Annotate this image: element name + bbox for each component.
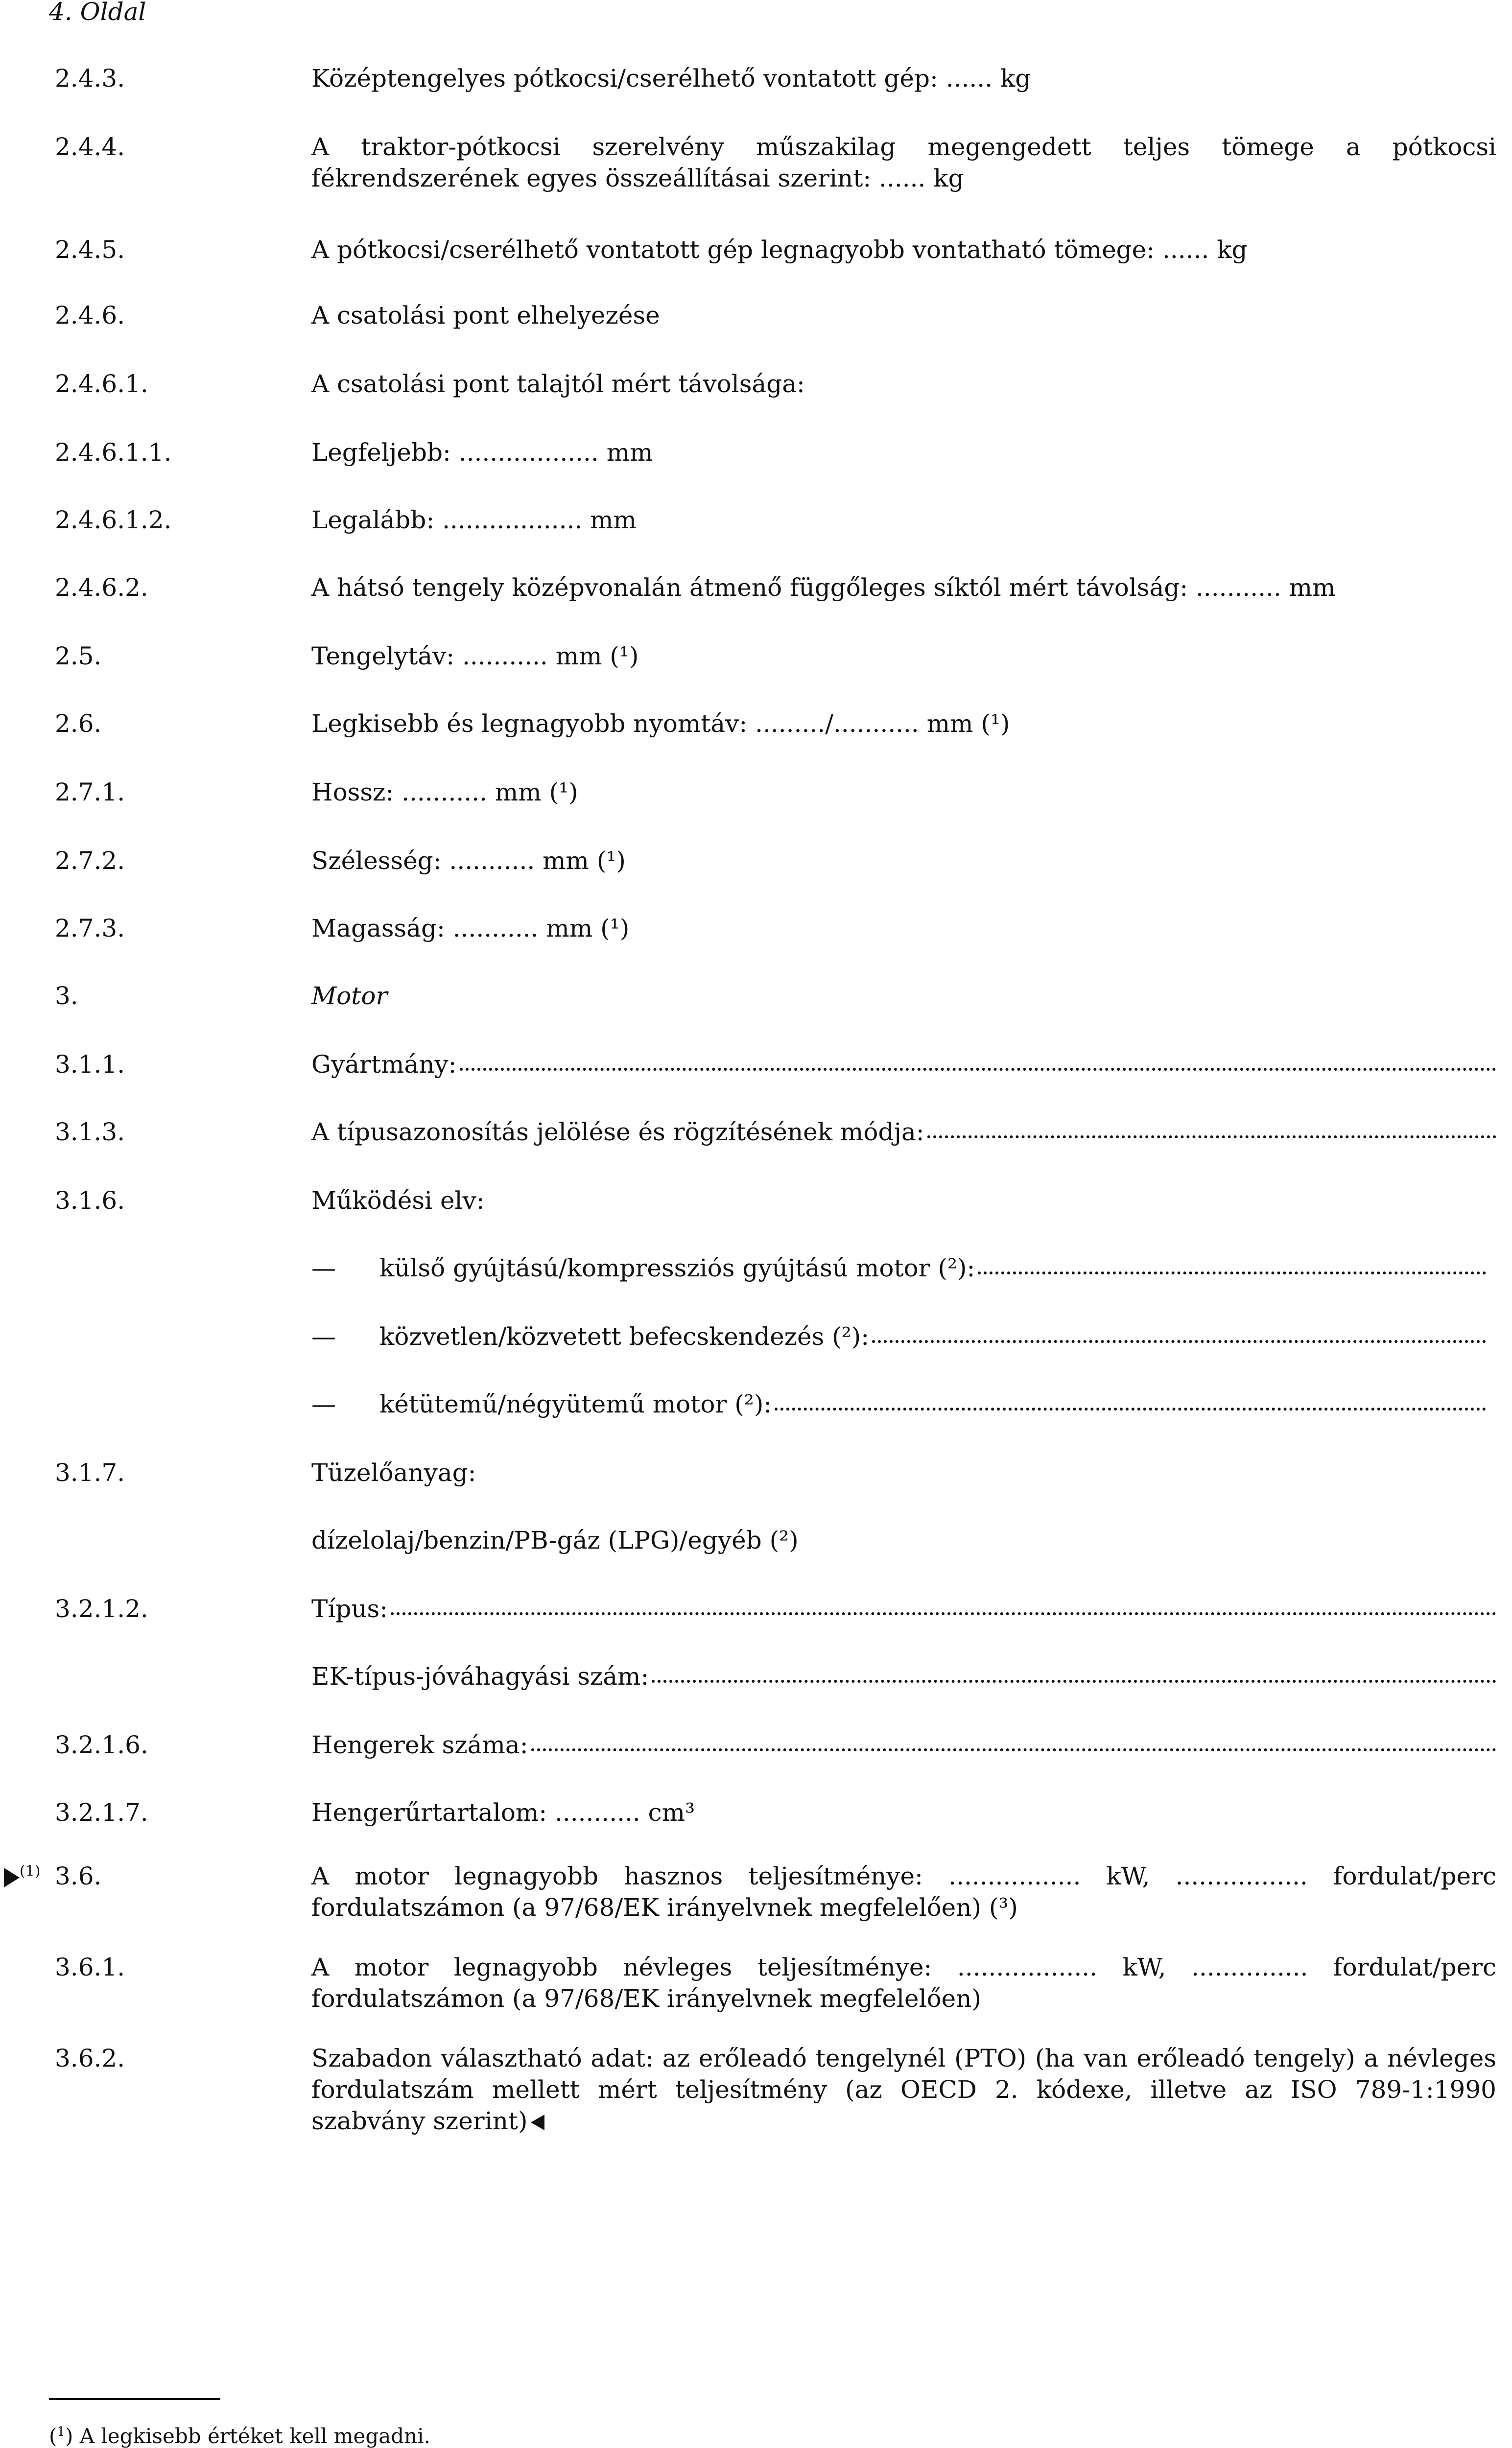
item-number: 3.6. — [55, 1862, 102, 1890]
dotted-fill-line — [652, 1675, 1496, 1683]
item-text: Működési elv: — [311, 1186, 485, 1215]
item-number: 3. — [55, 982, 78, 1010]
item-number: 2.7.2. — [55, 847, 125, 875]
item-text: A motor legnagyobb hasznos teljesítménye: ................. kW, ................. fordulat/perc fordulatszámon (a 97/68/EK irányelvnek megfelelően) (³) — [311, 1862, 1496, 1922]
item-text: A traktor-pótkocsi szerelvény műszakilag megengedett teljes tömege a pótkocsi fékrendszerének egyes összeállításai szerint: ...... kg — [311, 133, 1496, 192]
dash-bullet: — — [311, 1390, 336, 1418]
field-label: Gyártmány: — [311, 1050, 457, 1079]
item-number: 3.6.2. — [55, 2044, 125, 2072]
item-text: Legkisebb és legnagyobb nyomtáv: ........./........... mm (¹) — [311, 709, 1010, 738]
field-label: külső gyújtású/kompressziós gyújtású motor (²): — [379, 1254, 975, 1282]
item-text — [311, 1049, 1496, 1080]
item-number: 2.4.6. — [55, 301, 125, 330]
item-text — [311, 2043, 1496, 2137]
dotted-fill-line — [872, 1335, 1486, 1343]
item-number: 3.2.1.2. — [55, 1595, 148, 1623]
item-text — [379, 1389, 1486, 1420]
amendment-marker — [4, 1860, 41, 1892]
item-text: Tengelytáv: ........... mm (¹) — [311, 642, 639, 670]
item-text: A hátsó tengely középvonalán átmenő függőleges síktól mért távolság: ........... mm — [311, 573, 1336, 602]
item-text: A motor legnagyobb névleges teljesítménye: .................. kW, ............... fordulat/perc fordulatszámon (a 97/68/EK irányelvnek megfelelően) — [311, 1953, 1496, 2013]
footnote: ($^1$) A legkisebb értéket kell megadni. — [49, 2424, 431, 2448]
item-text: Hengerűrtartalom: ........... cm³ — [311, 1798, 695, 1827]
dotted-fill-line — [531, 1743, 1496, 1751]
item-text: Legfeljebb: .................. mm — [311, 438, 653, 467]
item-text: dízelolaj/benzin/PB-gáz (LPG)/egyéb (²) — [311, 1526, 799, 1554]
item-number: 2.5. — [55, 642, 102, 670]
item-number: 2.7.1. — [55, 778, 125, 806]
dotted-fill-line — [927, 1130, 1496, 1138]
field-label: A típusazonosítás jelölése és rögzítésének módja: — [311, 1118, 924, 1146]
triangle-left-icon — [531, 2115, 544, 2130]
dotted-fill-line — [460, 1063, 1496, 1071]
item-text: Legalább: .................. mm — [311, 506, 637, 534]
item-number: 2.4.6.1.1. — [55, 438, 172, 467]
page-label: 4. Oldal — [49, 0, 146, 26]
item-number: 2.4.4. — [55, 133, 125, 161]
field-label: EK-típus-jóváhagyási szám: — [311, 1662, 649, 1691]
item-text — [311, 1729, 1496, 1761]
item-number: 3.6.1. — [55, 1953, 125, 1981]
dash-bullet: — — [311, 1254, 336, 1282]
item-number: 3.1.1. — [55, 1050, 125, 1079]
item-number: 2.4.5. — [55, 235, 125, 264]
item-text — [379, 1321, 1486, 1352]
item-text: A csatolási pont talajtól mért távolsága: — [311, 370, 805, 398]
item-text: Tüzelőanyag: — [311, 1459, 476, 1487]
item-text: Magasság: ........... mm (¹) — [311, 914, 630, 942]
item-text: A pótkocsi/cserélhető vontatott gép legnagyobb vontatható tömege: ...... kg — [311, 235, 1248, 264]
triangle-right-icon — [4, 1868, 20, 1887]
item-text: Szélesség: ........... mm (¹) — [311, 847, 626, 875]
amendment-number: (1) — [20, 1862, 41, 1880]
field-label: Hengerek száma: — [311, 1731, 528, 1759]
item-number: 2.4.6.1.2. — [55, 506, 172, 534]
field-label: kétütemű/négyütemű motor (²): — [379, 1390, 772, 1418]
item-number: 2.6. — [55, 709, 102, 738]
section-title: Motor — [311, 982, 388, 1010]
item-text — [379, 1252, 1486, 1284]
item-number: 2.4.6.2. — [55, 573, 148, 602]
item-text: Középtengelyes pótkocsi/cserélhető vontatott gép: ...... kg — [311, 64, 1031, 93]
item-body: Szabadon választható adat: az erőleadó tengelynél (PTO) (ha van erőleadó tengely) a névleges fordulatszám mellett mért teljesítmény (az OECD 2. kódexe, illetve az ISO 789-1:1990 szabvány szerint) — [311, 2044, 1496, 2135]
item-text — [311, 980, 1496, 1012]
item-text — [311, 1116, 1496, 1148]
item-number: 2.4.6.1. — [55, 370, 148, 398]
dash-bullet: — — [311, 1322, 336, 1351]
field-label: Típus: — [311, 1595, 388, 1623]
item-number: 2.4.3. — [55, 64, 125, 93]
item-text — [311, 1661, 1496, 1692]
dotted-fill-line — [391, 1607, 1496, 1615]
item-number: 3.1.6. — [55, 1186, 125, 1215]
footnote-text: A legkisebb értéket kell megadni. — [79, 2424, 431, 2448]
item-number: 3.1.3. — [55, 1118, 125, 1146]
item-number: 3.1.7. — [55, 1459, 125, 1487]
item-number: 3.2.1.7. — [55, 1798, 148, 1827]
footnote-mark: 1 — [57, 2424, 65, 2439]
item-text — [311, 1593, 1496, 1624]
item-text: Hossz: ........... mm (¹) — [311, 778, 578, 806]
footnote-divider — [49, 2398, 220, 2400]
dotted-fill-line — [978, 1267, 1486, 1274]
dotted-fill-line — [775, 1403, 1486, 1411]
field-label: közvetlen/közvetett befecskendezés (²): — [379, 1322, 870, 1351]
item-number: 2.7.3. — [55, 914, 125, 942]
item-text: A csatolási pont elhelyezése — [311, 301, 660, 330]
item-number: 3.2.1.6. — [55, 1731, 148, 1759]
